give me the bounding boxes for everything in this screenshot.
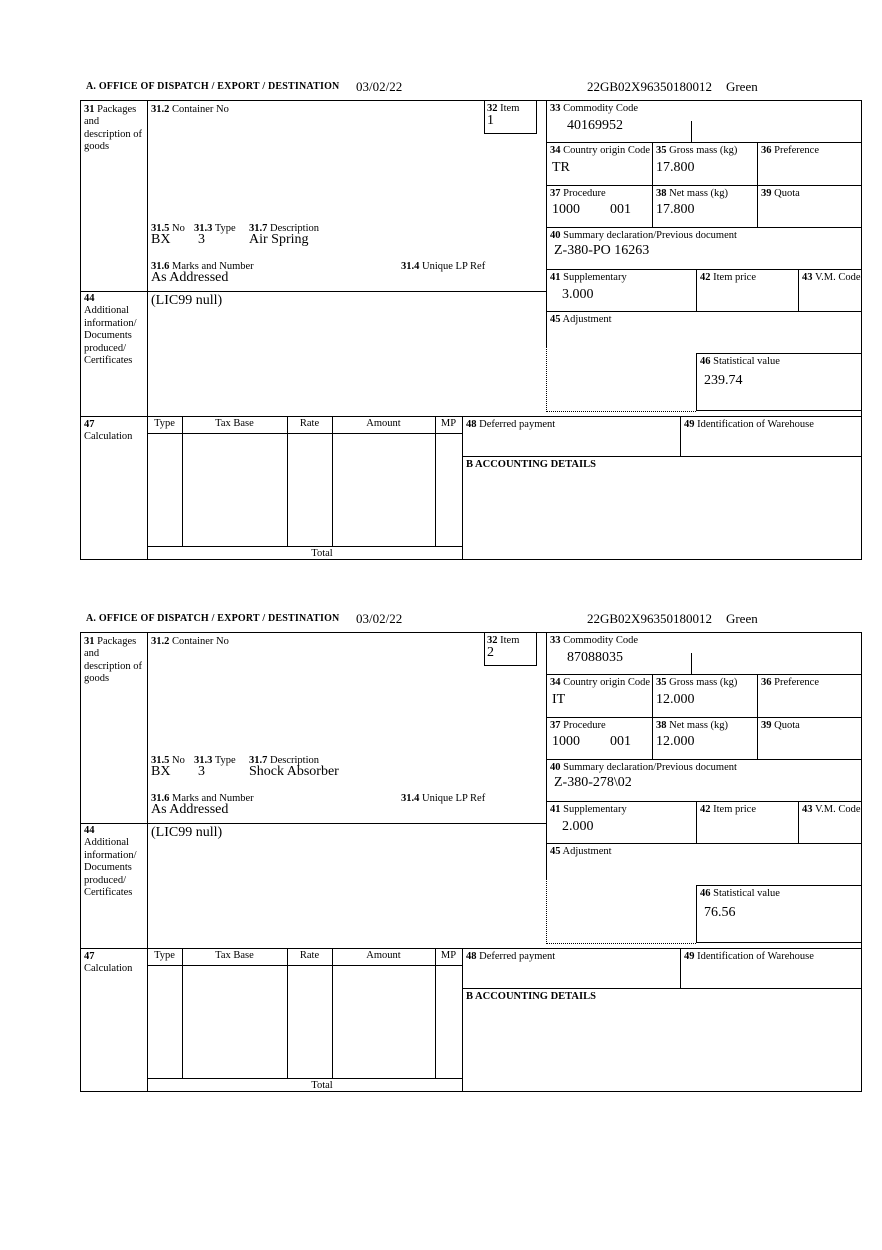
box-text: Adjustment bbox=[562, 314, 612, 325]
box-text: Statistical value bbox=[713, 356, 780, 367]
item-1-section bbox=[80, 78, 862, 560]
declaration-reference bbox=[587, 79, 758, 95]
box-46-label bbox=[700, 356, 780, 368]
box-text: No bbox=[172, 223, 185, 234]
office-of-dispatch-label: A. OFFICE OF DISPATCH / EXPORT / DESTINATION bbox=[86, 613, 340, 624]
box-number: 31.4 bbox=[401, 793, 420, 804]
box-text: Deferred payment bbox=[479, 951, 556, 962]
route-status: Green bbox=[725, 79, 758, 94]
goods-description-value: Shock Absorber bbox=[249, 764, 339, 779]
divider bbox=[546, 674, 861, 675]
box-number: 40 bbox=[550, 762, 561, 773]
gross-mass-value: 12.000 bbox=[656, 692, 695, 707]
divider bbox=[652, 674, 653, 759]
box-text: Identification of Warehouse bbox=[697, 951, 814, 962]
mrn-value: 22GB02X96350180012 bbox=[587, 79, 712, 94]
divider bbox=[757, 674, 758, 759]
box-number: 42 bbox=[700, 804, 711, 815]
box-number: 34 bbox=[550, 677, 561, 688]
declaration-reference bbox=[587, 611, 758, 627]
box-39-label bbox=[761, 188, 800, 200]
box-text: Commodity Code bbox=[563, 103, 639, 114]
country-origin-value: TR bbox=[552, 160, 570, 175]
box-34-label bbox=[550, 677, 650, 689]
box-number: 44 bbox=[84, 293, 95, 304]
box-49-label bbox=[684, 951, 814, 963]
box-46-label bbox=[700, 888, 780, 900]
divider bbox=[462, 416, 463, 559]
box-text: Type bbox=[214, 223, 236, 234]
box-38-label bbox=[656, 720, 728, 732]
box-text: Quota bbox=[774, 188, 800, 199]
divider bbox=[798, 269, 799, 311]
box-40-label bbox=[550, 762, 737, 774]
box-text: Container No bbox=[172, 636, 229, 647]
declaration-date: 03/02/22 bbox=[356, 611, 403, 626]
divider bbox=[680, 948, 681, 988]
box-number: 38 bbox=[656, 188, 667, 199]
box-text: Gross mass (kg) bbox=[669, 145, 738, 156]
box-text: Marks and Number bbox=[172, 261, 254, 272]
box-text: Item bbox=[500, 103, 520, 114]
box-number: 31 bbox=[84, 104, 95, 115]
box-text: Summary declaration/Previous document bbox=[563, 762, 737, 773]
commodity-code-value: 40169952 bbox=[567, 118, 623, 133]
divider bbox=[546, 101, 547, 346]
box-text: Country origin Code bbox=[563, 145, 651, 156]
box-31-2-label bbox=[151, 104, 229, 116]
procedure-code-value: 1000 bbox=[552, 202, 580, 217]
box-text: Supplementary bbox=[563, 272, 627, 283]
divider bbox=[546, 801, 861, 802]
box-text: V.M. Code bbox=[814, 804, 861, 815]
commodity-code-separator bbox=[691, 653, 692, 674]
commodity-code-value: 87088035 bbox=[567, 650, 623, 665]
box-text: Marks and Number bbox=[172, 793, 254, 804]
divider bbox=[546, 227, 861, 228]
box-number: 48 bbox=[466, 951, 477, 962]
box-35-label bbox=[656, 145, 737, 157]
net-mass-value: 12.000 bbox=[656, 734, 695, 749]
box-text: Deferred payment bbox=[479, 419, 556, 430]
tax-amount-header: Amount bbox=[366, 418, 401, 429]
box-number: 36 bbox=[761, 677, 772, 688]
tax-rate-header: Rate bbox=[299, 418, 320, 429]
box-number: 31.7 bbox=[249, 223, 268, 234]
route-status: Green bbox=[725, 611, 758, 626]
box-number: 41 bbox=[550, 804, 561, 815]
box-42-label bbox=[700, 272, 756, 284]
box-text: Adjustment bbox=[562, 846, 612, 857]
accounting-details-label: B ACCOUNTING DETAILS bbox=[466, 991, 596, 1002]
box-number: 49 bbox=[684, 951, 695, 962]
box-text: Gross mass (kg) bbox=[669, 677, 738, 688]
box-number: 45 bbox=[550, 846, 561, 857]
box-text: Summary declaration/Previous document bbox=[563, 230, 737, 241]
box-35-label bbox=[656, 677, 737, 689]
previous-document-value: Z-380-278\02 bbox=[554, 775, 632, 790]
divider bbox=[696, 801, 697, 843]
tax-type-header: Type bbox=[154, 418, 175, 429]
box-42-label bbox=[700, 804, 756, 816]
box-48-label bbox=[466, 419, 555, 431]
divider bbox=[652, 142, 653, 227]
box-number: 38 bbox=[656, 720, 667, 731]
box-43-label bbox=[802, 272, 861, 284]
box-text: Additional information/ Documents produced/ Certificates bbox=[84, 837, 137, 898]
box-number: 49 bbox=[684, 419, 695, 430]
divider bbox=[462, 948, 463, 1091]
box-text: Item bbox=[500, 635, 520, 646]
tax-base-header: Tax Base bbox=[215, 418, 254, 429]
box-number: 42 bbox=[700, 272, 711, 283]
divider bbox=[147, 965, 462, 966]
box-number: 31.3 bbox=[194, 755, 213, 766]
commodity-code-separator bbox=[691, 121, 692, 142]
package-type-value: 3 bbox=[198, 232, 205, 247]
box-text: V.M. Code bbox=[814, 272, 861, 283]
box-text: Quota bbox=[774, 720, 800, 731]
box-number: 47 bbox=[84, 419, 95, 430]
box-text: Additional information/ Documents produced/ Certificates bbox=[84, 305, 137, 366]
accounting-details-label: B ACCOUNTING DETAILS bbox=[466, 459, 596, 470]
box-text: Country origin Code bbox=[563, 677, 651, 688]
box-40-label bbox=[550, 230, 737, 242]
additional-information-value: (LIC99 null) bbox=[151, 293, 223, 308]
box-number: 31 bbox=[84, 636, 95, 647]
divider bbox=[546, 311, 861, 312]
tax-base-header: Tax Base bbox=[215, 950, 254, 961]
box-31-label bbox=[84, 104, 144, 154]
divider bbox=[546, 878, 547, 944]
box-text: Procedure bbox=[563, 720, 606, 731]
marks-value: As Addressed bbox=[151, 270, 229, 285]
box-text: Description bbox=[270, 755, 319, 766]
box-31-label bbox=[84, 636, 144, 686]
package-type-value: 3 bbox=[198, 764, 205, 779]
divider bbox=[546, 759, 861, 760]
tax-rate-header: Rate bbox=[299, 950, 320, 961]
box-text: Identification of Warehouse bbox=[697, 419, 814, 430]
divider bbox=[332, 948, 333, 1078]
table-total-label: Total bbox=[311, 548, 333, 559]
divider bbox=[182, 948, 183, 1078]
divider bbox=[81, 948, 861, 949]
box-number: 48 bbox=[466, 419, 477, 430]
divider bbox=[546, 346, 547, 412]
divider bbox=[182, 416, 183, 546]
package-count-value: BX bbox=[151, 232, 171, 247]
country-origin-value: IT bbox=[552, 692, 566, 707]
box-33-label bbox=[550, 103, 638, 115]
divider bbox=[546, 269, 861, 270]
divider bbox=[147, 546, 462, 547]
declaration-date: 03/02/22 bbox=[356, 79, 403, 94]
divider bbox=[546, 185, 861, 186]
box-45-label bbox=[550, 314, 612, 326]
box-text: Description bbox=[270, 223, 319, 234]
box-34-label bbox=[550, 145, 650, 157]
box-43-label bbox=[802, 804, 861, 816]
box-number: 33 bbox=[550, 103, 561, 114]
box-text: Unique LP Ref bbox=[422, 261, 486, 272]
box-number: 45 bbox=[550, 314, 561, 325]
procedure-ext-value: 001 bbox=[610, 202, 631, 217]
box-number: 36 bbox=[761, 145, 772, 156]
box-number: 31.3 bbox=[194, 223, 213, 234]
box-text: Packages and description of goods bbox=[84, 636, 143, 685]
divider bbox=[287, 948, 288, 1078]
supplementary-units-value: 2.000 bbox=[562, 819, 594, 834]
box-31-4-label bbox=[401, 793, 485, 805]
box-44-label bbox=[84, 293, 144, 367]
box-39-label bbox=[761, 720, 800, 732]
divider bbox=[546, 943, 696, 944]
divider bbox=[147, 1078, 462, 1079]
mrn-value: 22GB02X96350180012 bbox=[587, 611, 712, 626]
box-31-2-label bbox=[151, 636, 229, 648]
divider bbox=[546, 411, 696, 412]
box-49-label bbox=[684, 419, 814, 431]
box-number: 41 bbox=[550, 272, 561, 283]
box-text: Packages and description of goods bbox=[84, 104, 143, 153]
box-text: Item price bbox=[713, 804, 756, 815]
box-number: 47 bbox=[84, 951, 95, 962]
box-text: Statistical value bbox=[713, 888, 780, 899]
box-number: 43 bbox=[802, 272, 813, 283]
net-mass-value: 17.800 bbox=[656, 202, 695, 217]
divider bbox=[81, 823, 546, 824]
box-number: 31.4 bbox=[401, 261, 420, 272]
box-number: 34 bbox=[550, 145, 561, 156]
box-37-label bbox=[550, 720, 606, 732]
box-number: 44 bbox=[84, 825, 95, 836]
box-38-label bbox=[656, 188, 728, 200]
form-body bbox=[80, 632, 862, 1092]
box-number: 43 bbox=[802, 804, 813, 815]
box-text: No bbox=[172, 755, 185, 766]
box-45-label bbox=[550, 846, 612, 858]
box-number: 37 bbox=[550, 720, 561, 731]
previous-document-value: Z-380-PO 16263 bbox=[554, 243, 650, 258]
divider bbox=[435, 416, 436, 546]
box-33-label bbox=[550, 635, 638, 647]
box-number: 40 bbox=[550, 230, 561, 241]
tax-mp-header: MP bbox=[440, 418, 457, 429]
box-number: 31.5 bbox=[151, 755, 170, 766]
statistical-value: 239.74 bbox=[704, 373, 743, 388]
tax-type-header: Type bbox=[154, 950, 175, 961]
marks-value: As Addressed bbox=[151, 802, 229, 817]
box-41-label bbox=[550, 272, 627, 284]
box-text: Net mass (kg) bbox=[669, 188, 729, 199]
divider bbox=[435, 948, 436, 1078]
divider bbox=[81, 291, 546, 292]
box-text: Container No bbox=[172, 104, 229, 115]
divider bbox=[757, 142, 758, 227]
tax-mp-header: MP bbox=[440, 950, 457, 961]
divider bbox=[81, 416, 861, 417]
box-41-label bbox=[550, 804, 627, 816]
box-number: 37 bbox=[550, 188, 561, 199]
divider bbox=[287, 416, 288, 546]
box-44-label bbox=[84, 825, 144, 899]
box-text: Net mass (kg) bbox=[669, 720, 729, 731]
package-count-value: BX bbox=[151, 764, 171, 779]
box-text: Preference bbox=[774, 145, 820, 156]
divider bbox=[798, 801, 799, 843]
box-number: 35 bbox=[656, 145, 667, 156]
box-number: 35 bbox=[656, 677, 667, 688]
divider bbox=[147, 433, 462, 434]
additional-information-value: (LIC99 null) bbox=[151, 825, 223, 840]
divider bbox=[147, 101, 148, 559]
box-text: Procedure bbox=[563, 188, 606, 199]
procedure-ext-value: 001 bbox=[610, 734, 631, 749]
box-number: 46 bbox=[700, 356, 711, 367]
item-number-value: 2 bbox=[487, 645, 494, 660]
box-number: 39 bbox=[761, 720, 772, 731]
box-text: Calculation bbox=[84, 431, 133, 443]
box-text: Calculation bbox=[84, 963, 133, 975]
box-text: Item price bbox=[713, 272, 756, 283]
box-text: Commodity Code bbox=[563, 635, 639, 646]
box-number: 32 bbox=[487, 103, 498, 114]
divider bbox=[147, 633, 148, 1091]
box-37-label bbox=[550, 188, 606, 200]
box-text: Unique LP Ref bbox=[422, 793, 486, 804]
divider bbox=[546, 843, 861, 844]
office-of-dispatch-label: A. OFFICE OF DISPATCH / EXPORT / DESTINATION bbox=[86, 81, 340, 92]
item-2-section bbox=[80, 610, 862, 1092]
procedure-code-value: 1000 bbox=[552, 734, 580, 749]
divider bbox=[332, 416, 333, 546]
divider bbox=[696, 269, 697, 311]
box-text: Preference bbox=[774, 677, 820, 688]
box-number: 31.7 bbox=[249, 755, 268, 766]
supplementary-units-value: 3.000 bbox=[562, 287, 594, 302]
box-number: 31.5 bbox=[151, 223, 170, 234]
box-47-label bbox=[84, 419, 144, 444]
table-total-label: Total bbox=[311, 1080, 333, 1091]
gross-mass-value: 17.800 bbox=[656, 160, 695, 175]
box-number: 33 bbox=[550, 635, 561, 646]
statistical-value: 76.56 bbox=[704, 905, 736, 920]
box-48-label bbox=[466, 951, 555, 963]
box-number: 31.6 bbox=[151, 261, 170, 272]
divider bbox=[546, 717, 861, 718]
goods-description-value: Air Spring bbox=[249, 232, 309, 247]
divider bbox=[546, 142, 861, 143]
box-number: 31.6 bbox=[151, 793, 170, 804]
box-text: Supplementary bbox=[563, 804, 627, 815]
item-number-value: 1 bbox=[487, 113, 494, 128]
box-36-label bbox=[761, 677, 819, 689]
box-text: Type bbox=[214, 755, 236, 766]
box-number: 31.2 bbox=[151, 104, 170, 115]
box-number: 32 bbox=[487, 635, 498, 646]
box-36-label bbox=[761, 145, 819, 157]
box-number: 39 bbox=[761, 188, 772, 199]
divider bbox=[680, 416, 681, 456]
form-body bbox=[80, 100, 862, 560]
box-number: 46 bbox=[700, 888, 711, 899]
box-31-4-label bbox=[401, 261, 485, 273]
divider bbox=[462, 988, 861, 989]
box-number: 31.2 bbox=[151, 636, 170, 647]
tax-amount-header: Amount bbox=[366, 950, 401, 961]
divider bbox=[462, 456, 861, 457]
divider bbox=[546, 633, 547, 878]
box-47-label bbox=[84, 951, 144, 976]
